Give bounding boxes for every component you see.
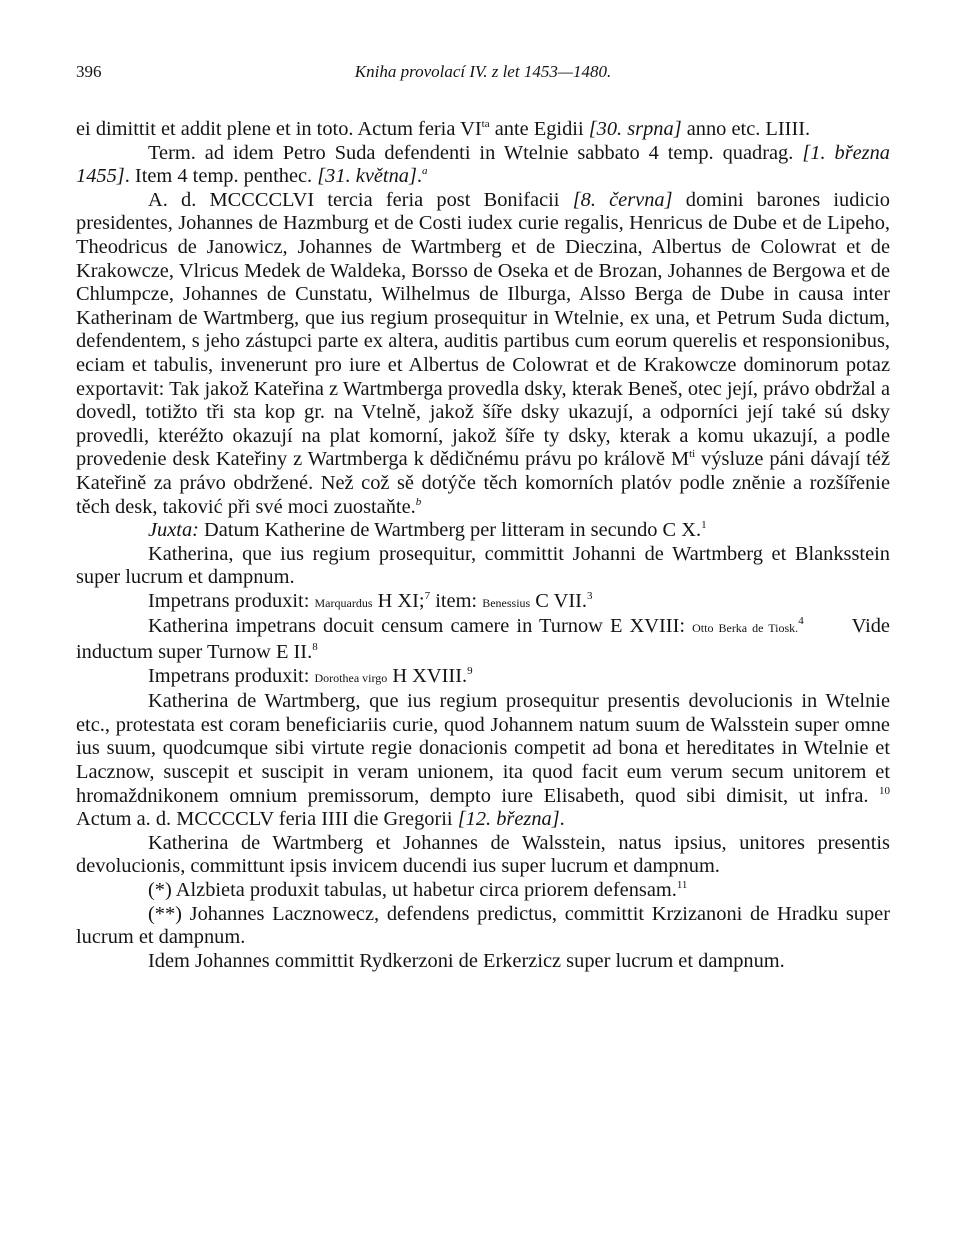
editorial-date: [30. srpna] (588, 118, 682, 140)
text: ante Egidii (489, 118, 589, 140)
paragraph-8 (76, 665, 890, 691)
text: Term. ad idem Petro Suda defendenti in Wtelnie sabbato 4 temp. quadrag. (148, 141, 803, 164)
footnote-marker: 9 (467, 664, 473, 677)
text: Impetrans produxit: (148, 589, 315, 612)
text: Katherina impetrans docuit censum camere in Turnow E XVIII: (148, 615, 693, 638)
text: Actum a. d. MCCCCLV feria IIII die Gregorii (76, 808, 458, 831)
paragraph-11 (76, 879, 890, 903)
paragraph-10 (76, 832, 890, 879)
text: . Item 4 temp. penthec. (124, 165, 318, 188)
text: Katherina de Wartmberg et Johannes de Walsstein, natus ipsius, unitores presentis devolucionis, committunt ipsis invicem ducendi ius super lucrum et dampnum. (76, 831, 890, 878)
editorial-date: [8. června] (572, 188, 673, 211)
footnote-marker: 11 (676, 879, 688, 892)
text: Katherina, que ius regium prosequitur, committit Johanni de Wartmberg et Blanksstein super lucrum et dampnum. (76, 542, 890, 589)
text: Katherina de Wartmberg, que ius regium prosequitur presentis devolucionis in Wtelnie etc., protestata est coram beneficiariis curie, quod Johannem natum suum de Walsstein super omne ius suum, quodcumque sibi virtute regie donacionis competit ad bona et hereditates in Wtelnie et Lacznow, suscepit et suscipit in veram unionem, ita quod facit eum verum secum unitorem et hromaždnikonem omnium premissorum, dempto iure Elisabeth, quod sibi dimisit, ut infra. (76, 690, 890, 807)
paragraph-3 (76, 189, 890, 519)
superscript: ta (481, 118, 490, 131)
juxta-label: Juxta: (148, 519, 199, 542)
superscript: ti (689, 448, 696, 461)
paragraph-6 (76, 590, 890, 616)
text: domini barones iudicio presidentes, Johannes de Hazmburg et de Costi iudex curie regalis, Henricus de Dube et de Lipeho, Theodricus de Janowicz, Johannes de Wartmberg et de Dieczina, Albertus de Colowrat et de Krakowcze, Vlricus Medek de Waldeka, Borsso de Oseka et de Brozan, Johannes de Bergowa et de Chlumpcze, Johannes de Cunstatu, Wilhelmus de Ilburga, Alsso Berga de Dube in causa inter Katherinam de Wartmberg, que ius regium prosequitur in Wtelnie, ex una, et Petrum Suda dictum, defendentem, s jeho zástupci parte ex altera, auditis partibus cum eorum querelis et responsionibus, eciam et tabulis, invenerunt pro iure et Albertus de Colowrat et de Krakowcze dominorum potaz exportavit: Tak jakož Kateřina z Wartmberga provedla dsky, kterak Beneš, otec její, právo obdržal a dovedl, totižto tři sta kop gr. na Vtelně, jakož šíře dsky ukazují, a odporníci její také sú dsky provedli, kteréžto okazují na plat komorní, jakož šíře ty dsky, kterak a komu ukazují, a podle provedenie desk Kateřiny z Wartmberga k dědičnému právu po královĕ M (76, 188, 890, 471)
text: anno etc. LIIII. (681, 118, 811, 140)
footnote-marker: 4 (798, 615, 804, 628)
page-body (76, 118, 890, 973)
page-header (76, 58, 890, 98)
small-name: Benessius (482, 595, 531, 610)
text: Impetrans produxit: (148, 664, 315, 687)
running-title: Kniha provolací IV. z let 1453—1480. (354, 62, 612, 81)
text: H XVIII. (387, 664, 468, 687)
page-number: 396 (76, 62, 102, 81)
footnote-marker: 3 (587, 590, 593, 603)
text: Datum Katherine de Wartmberg per litteram in secundo C X. (198, 519, 702, 542)
text: . (416, 165, 423, 188)
editorial-date: [12. března] (457, 808, 560, 831)
text: item: (430, 589, 483, 612)
footnote-marker: 10 (879, 784, 890, 797)
text: výsluze páni dávají též Kateřině za právo obdržené. Než což sě dotýče těch komorních platóv podle znĕnie a rozšířenie těch desk, taković při své moci zuostaňte. (76, 448, 890, 518)
small-name: Dorothea virgo (314, 670, 388, 685)
paragraph-7 (76, 615, 890, 664)
text: (*) Alzbieta produxit tabulas, ut habetur circa priorem defensam. (148, 879, 677, 901)
paragraph-1 (76, 118, 890, 142)
paragraph-9 (76, 690, 890, 832)
small-name: Marquardus (314, 595, 373, 610)
small-name: Otto Berka de Tiosk. (692, 621, 799, 636)
footnote-marker: a (422, 165, 428, 178)
paragraph-2 (76, 142, 890, 189)
text: . (559, 808, 565, 831)
editorial-date: [31. května] (317, 165, 417, 188)
text: ei dimittit et addit plene et in toto. Actum feria VI (76, 118, 482, 140)
editorial-date: [1. března 1455] (76, 141, 890, 188)
paragraph-12 (76, 903, 890, 950)
text: H XI; (372, 589, 425, 612)
paragraph-13 (76, 950, 890, 974)
footnote-marker: 7 (424, 590, 431, 603)
footnote-marker: 8 (312, 641, 318, 654)
footnote-marker: 1 (701, 519, 707, 532)
text: C VII. (530, 589, 588, 612)
text: Idem Johannes committit Rydkerzoni de Erkerzicz super lucrum et dampnum. (148, 949, 785, 972)
paragraph-5 (76, 543, 890, 590)
text: Vide inductum super Turnow E II. (76, 615, 890, 664)
footnote-marker: b (415, 495, 422, 508)
paragraph-4 (76, 519, 890, 543)
text: A. d. MCCCCLVI tercia feria post Bonifacii (148, 188, 573, 211)
text: (**) Johannes Lacznowecz, defendens predictus, committit Krzizanoni de Hradku super lucrum et dampnum. (76, 902, 890, 949)
